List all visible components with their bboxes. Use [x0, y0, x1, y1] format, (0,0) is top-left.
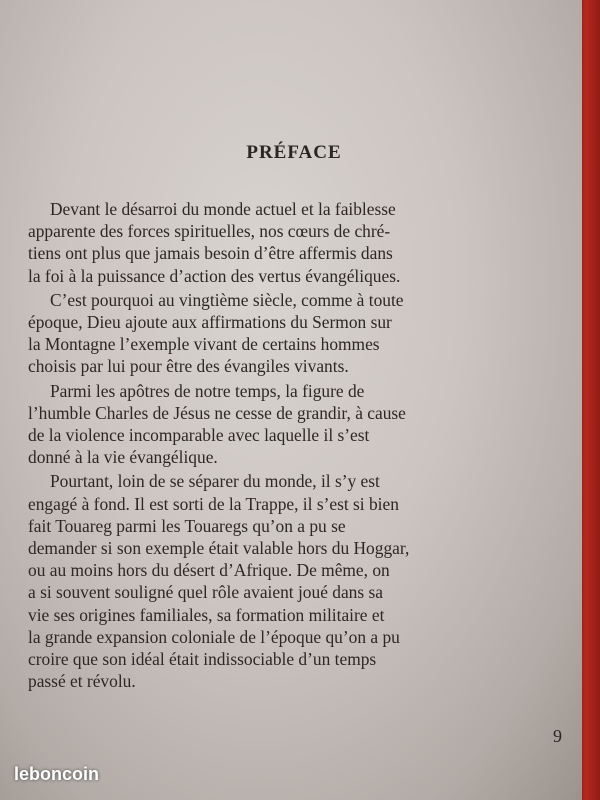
text-line: de la violence incomparable avec laquelle il s’est	[28, 425, 370, 446]
text-line: engagé à fond. Il est sorti de la Trappe, il s’est si bien	[28, 493, 399, 514]
text-line: demander si son exemple était valable hors du Hoggar,	[28, 538, 410, 559]
text-line: choisis par lui pour être des évangiles vivants.	[28, 356, 349, 377]
text-line: ou au moins hors du désert d’Afrique. De même, on	[28, 560, 390, 581]
text-line: donné à la vie évangélique.	[28, 447, 218, 468]
text-line: C’est pourquoi au vingtième siècle, comme à toute	[50, 289, 404, 310]
leboncoin-logo: leboncoin	[14, 764, 99, 784]
text-line: fait Touareg parmi les Touaregs qu’on a pu se	[28, 515, 346, 536]
text-line: Parmi les apôtres de notre temps, la figure de	[50, 380, 365, 401]
text-line: vie ses origines familiales, sa formation militaire et	[28, 604, 385, 625]
paragraph-2	[28, 289, 566, 378]
text-line: passé et révolu.	[28, 671, 136, 692]
text-line: époque, Dieu ajoute aux affirmations du Sermon sur	[28, 312, 392, 333]
paragraph-3	[28, 380, 566, 469]
page-content	[16, 0, 572, 800]
paragraph-1	[28, 198, 566, 287]
preface-body	[28, 198, 566, 694]
text-line: la grande expansion coloniale de l’époque qu’on a pu	[28, 626, 400, 647]
text-line: Devant le désarroi du monde actuel et la faiblesse	[50, 199, 396, 219]
text-line: tiens ont plus que jamais besoin d’être affermis dans	[28, 243, 393, 264]
text-line: la Montagne l’exemple vivant de certains hommes	[28, 334, 380, 355]
text-line: Pourtant, loin de se séparer du monde, il s’y est	[50, 471, 380, 492]
text-line: croire que son idéal était indissociable d’un temps	[28, 649, 377, 670]
text-line: la foi à la puissance d’action des vertus évangéliques.	[28, 265, 401, 286]
text-line: l’humble Charles de Jésus ne cesse de grandir, à cause	[28, 402, 406, 423]
page-number: 9	[553, 726, 562, 746]
page-title: PRÉFACE	[246, 142, 342, 163]
text-line: a si souvent souligné quel rôle avaient joué dans sa	[28, 582, 383, 603]
paragraph-4	[28, 470, 566, 692]
text-line: apparente des forces spirituelles, nos cœurs de chré-	[28, 221, 391, 242]
